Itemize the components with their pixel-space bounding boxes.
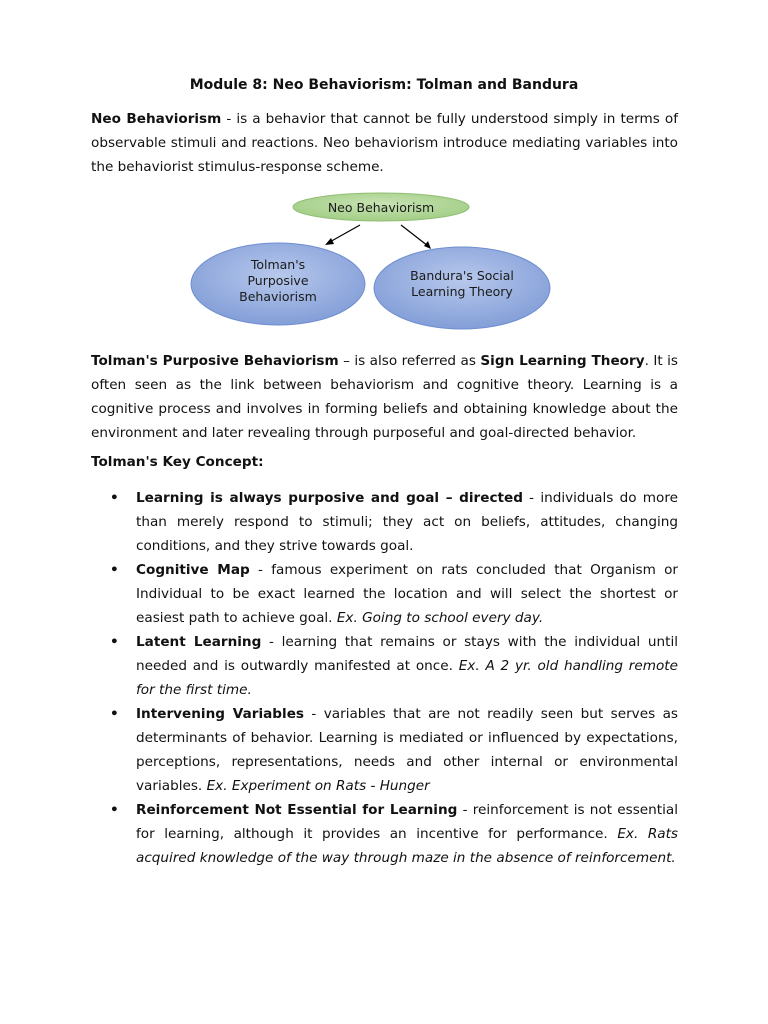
tolman-term-2: Sign Learning Theory [480,353,645,369]
root-node-label: Neo Behaviorism [327,200,435,215]
root-node [293,193,469,221]
arrow-right [401,225,428,246]
concept-text: - learning that remains or stays with the individual until needed and is outwardly manifested at once. [136,634,678,674]
diagram-arrows [325,225,431,249]
concept-text: - reinforcement is not essential for learning, although it provides an incentive for performance. [136,802,679,842]
tolman-node-line-1: Tolman's [250,257,306,272]
bullet-icon: • [110,562,119,578]
concept-example: Ex. Experiment on Rats - Hunger [206,778,430,794]
intro-term: Neo Behaviorism [91,111,222,127]
tolman-node-line-2: Purposive [247,273,309,288]
page-title: Module 8: Neo Behaviorism: Tolman and Bandura [189,77,579,93]
list-item [91,630,678,702]
intro-text: - is a behavior that cannot be fully understood simply in terms of observable stimuli and reactions. Neo behaviorism introduce mediating variables into the behaviorist stimulus-response scheme. [91,111,678,175]
key-concept-list [91,486,678,870]
tolman-text: . It is often seen as the link between behaviorism and cognitive theory. Learning is a cognitive process and involves in forming beliefs and obtaining knowledge about the environment and later revealing through purposeful and goal-directed behavior. [91,353,679,441]
tolman-node-line-3: Behaviorism [239,289,317,304]
concept-term: Intervening Variables [136,706,304,722]
list-item [91,558,678,630]
tolman-mid: – is also referred as [338,353,481,369]
concept-example: Ex. Going to school every day. [336,610,544,626]
concept-example: Ex. Rats acquired knowledge of the way through maze in the absence of reinforcement. [136,826,679,866]
tolman-paragraph [91,349,678,445]
list-item [91,702,678,798]
arrow-left [328,225,360,243]
list-item [91,798,678,870]
key-concept-heading: Tolman's Key Concept: [91,454,264,470]
bandura-node-line-2: Learning Theory [411,284,513,299]
arrowhead-left [325,238,334,245]
concept-term: Latent Learning [136,634,262,650]
bullet-icon: • [110,802,119,818]
tolman-node [191,243,365,325]
concept-term: Cognitive Map [136,562,250,578]
arrowhead-right [424,241,431,249]
bandura-node [374,247,550,329]
bandura-node-line-1: Bandura's Social [410,268,514,283]
bullet-icon: • [110,706,119,722]
concept-example: Ex. A 2 yr. old handling remote for the first time. [136,658,678,698]
list-item [91,486,678,558]
bullet-icon: • [110,634,119,650]
bullet-icon: • [110,490,119,506]
concept-term: Reinforcement Not Essential for Learning [136,802,458,818]
concept-term: Learning is always purposive and goal – directed [136,490,523,506]
concept-text: - variables that are not readily seen but serves as determinants of behavior. Learning is mediated or influenced by expectations, perceptions, representations, needs and other internal or environmental variables. [136,706,678,794]
tolman-term: Tolman's Purposive Behaviorism [91,353,339,369]
concept-text: - individuals do more than merely respond to stimuli; they act on beliefs, attitudes, changing conditions, and they strive towards goal. [136,490,678,554]
concept-text: - famous experiment on rats concluded that Organism or Individual to be exact learned the location and will select the shortest or easiest path to achieve goal. [136,562,678,626]
